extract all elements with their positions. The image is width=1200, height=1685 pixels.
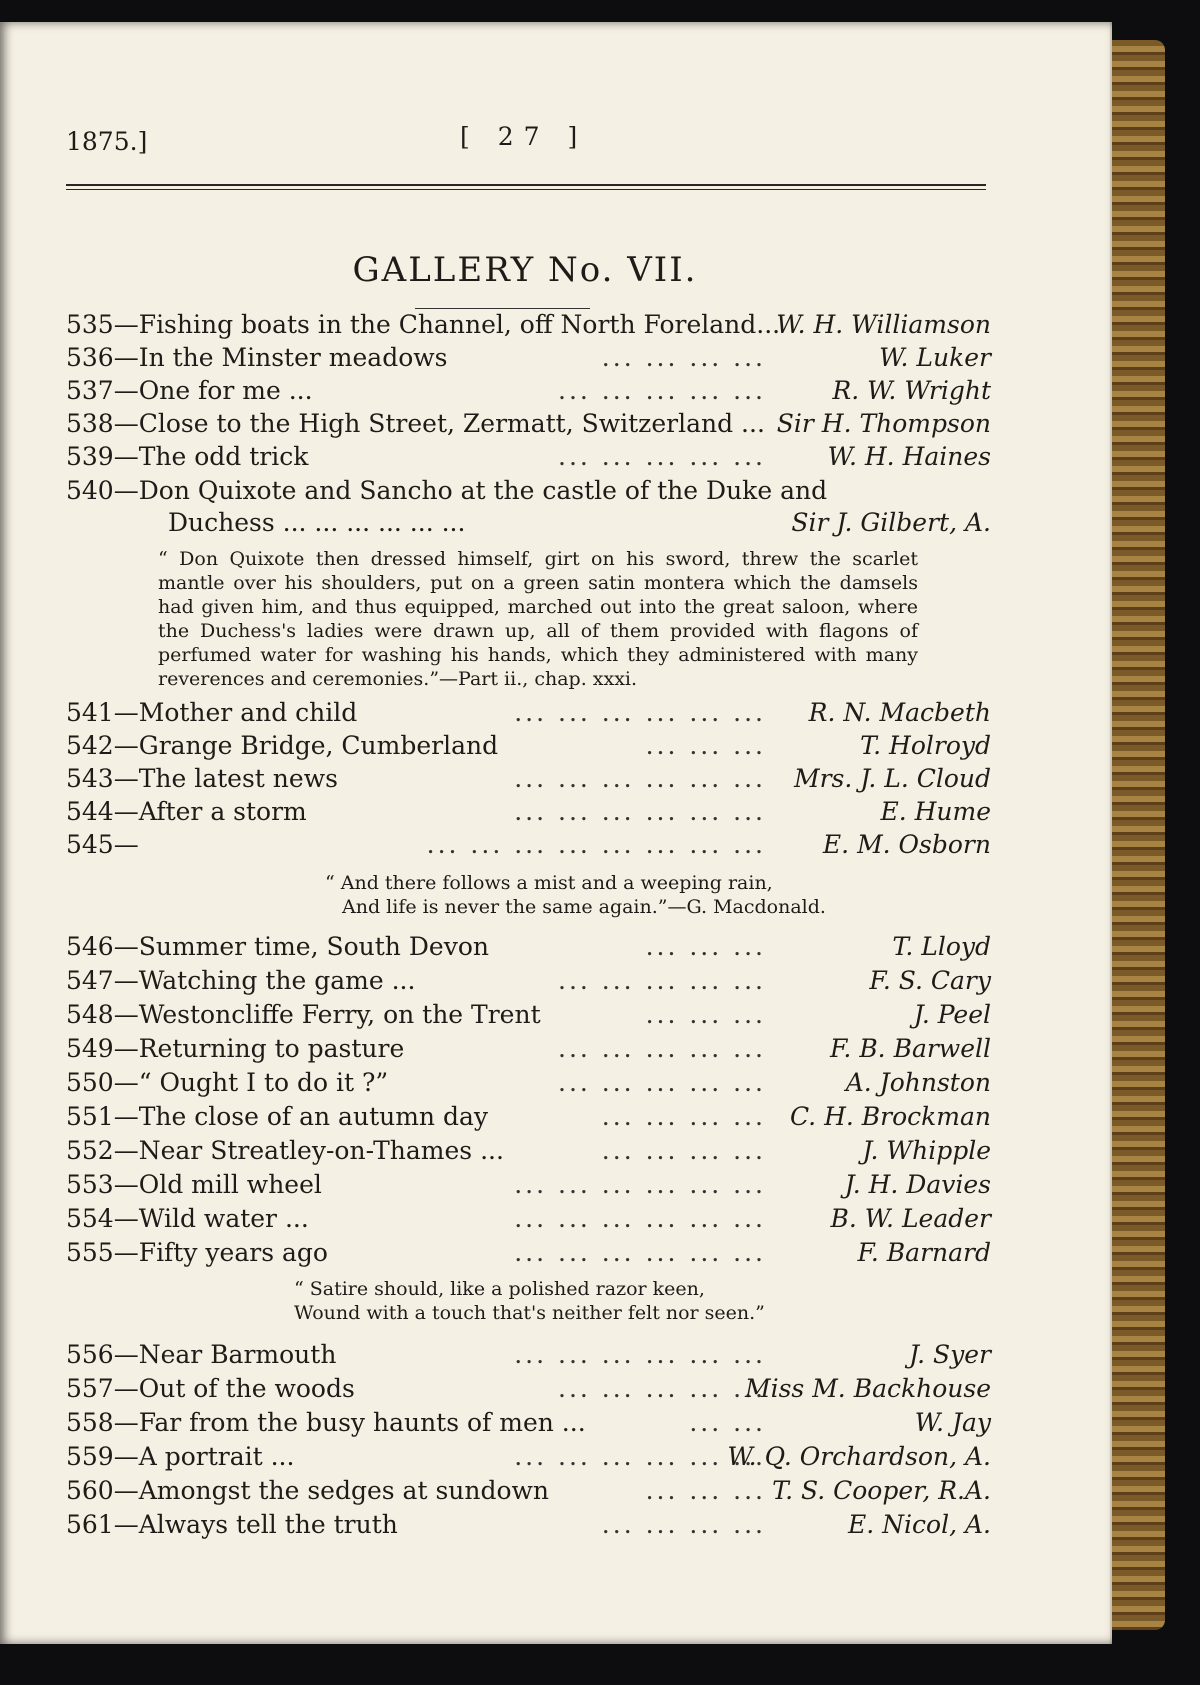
entry-artist: R. W. Wright [832,376,991,405]
catalogue-entry [66,830,991,864]
leader-dots: ... ... ... ... ... [558,442,766,471]
entry-title: 549—Returning to pasture [66,1034,405,1063]
entry-artist: F. B. Barwell [829,1034,991,1063]
catalogue-entry [66,409,991,443]
header-page-number: [ 27 ] [460,122,588,151]
entry-title: 555—Fifty years ago [66,1238,328,1267]
entry-artist: Mrs. J. L. Cloud [793,764,991,793]
catalogue-entry [66,1374,991,1408]
entry-title: 551—The close of an autumn day [66,1102,488,1131]
catalogue-entry [66,1238,991,1272]
entry-title: 561—Always tell the truth [66,1510,398,1539]
entry-artist: E. Nicol, A. [848,1510,991,1539]
catalogue-entry [66,797,991,831]
entry-artist: B. W. Leader [830,1204,991,1233]
header-rule-thin [66,189,986,190]
leader-dots: ... ... ... ... ... ... [514,1442,766,1471]
entry-artist: C. H. Brockman [789,1102,991,1131]
catalogue-entry [66,343,991,377]
entry-title: 552—Near Streatley-on-Thames ... [66,1136,504,1165]
leader-dots: ... ... ... [645,731,766,760]
entry-quotation-line: Wound with a touch that's neither felt nor seen.” [294,1302,765,1324]
catalogue-entry [66,1476,991,1510]
catalogue-entry [66,1204,991,1238]
entry-artist: W. H. Haines [827,442,991,471]
catalogue-entry [66,1102,991,1136]
catalogue-entry [66,731,991,765]
entry-title: 559—A portrait ... [66,1442,295,1471]
entry-title: 538—Close to the High Street, Zermatt, Switzerland ... [66,409,765,438]
leader-dots: ... ... ... ... ... ... [514,1340,766,1369]
entry-artist: E. M. Osborn [822,830,991,859]
catalogue-entry [66,1068,991,1102]
leader-dots: ... ... ... ... [601,1136,766,1165]
entry-artist: Sir J. Gilbert, A. [791,508,991,537]
catalogue-entry [66,1442,991,1476]
entry-quotation-line: And life is never the same again.”—G. Macdonald. [342,896,826,918]
entry-artist: J. H. Davies [844,1170,991,1199]
catalogue-entry [66,1408,991,1442]
gallery-title: GALLERY No. VII. [352,250,698,290]
catalogue-entry [66,1034,991,1068]
leader-dots: ... ... ... ... ... ... [514,1238,766,1267]
leader-dots: ... ... ... ... [601,1102,766,1131]
entry-title: 557—Out of the woods [66,1374,355,1403]
entry-artist: F. S. Cary [869,966,991,995]
leader-dots: ... ... [689,1408,766,1437]
entry-title: 553—Old mill wheel [66,1170,322,1199]
entry-title: 541—Mother and child [66,698,358,727]
entry-artist: R. N. Macbeth [808,698,991,727]
catalogue-entry [66,1000,991,1034]
entry-title: 546—Summer time, South Devon [66,932,489,961]
entry-artist: W. Q. Orchardson, A. [727,1442,991,1471]
catalogue-page [0,22,1112,1644]
leader-dots: ... ... ... [645,932,766,961]
entry-title: 539—The odd trick [66,442,309,471]
leader-dots: ... ... ... [645,1476,766,1505]
entry-artist: W. H. Williamson [776,310,991,339]
entry-artist: T. S. Cooper, R.A. [772,1476,991,1505]
entry-artist: F. Barnard [857,1238,991,1267]
leader-dots: ... ... ... ... [601,1510,766,1539]
catalogue-entry [66,1340,991,1374]
entry-title: 558—Far from the busy haunts of men ... [66,1408,586,1437]
entry-quotation: “ Don Quixote then dressed himself, girt on his sword, threw the scarlet mantle over his shoulders, put on a green satin montera which the damsels had given him, and thus equipped, marched out into the great saloon, where the Duchess's ladies were drawn up, all of them provided with flagons of perfumed water for washing his hands, which they administered with many reverences and ceremonies.”—Part ii., chap. xxxi. [158,548,918,690]
entry-artist: W. Luker [879,343,991,372]
entry-title: 554—Wild water ... [66,1204,309,1233]
entry-artist: Sir H. Thompson [776,409,991,438]
entry-title: 544—After a storm [66,797,307,826]
catalogue-entry-540 [66,476,991,510]
catalogue-entry [66,932,991,966]
entry-title: 535—Fishing boats in the Channel, off North Foreland... [66,310,781,339]
entry-title-continued: Duchess ... ... ... ... ... ... [168,508,466,537]
leader-dots: ... ... ... ... ... [558,1034,766,1063]
entry-title: 540—Don Quixote and Sancho at the castle of the Duke and [66,476,828,505]
catalogue-entry [66,1170,991,1204]
entry-title: 560—Amongst the sedges at sundown [66,1476,550,1505]
catalogue-entry-540-cont [66,508,991,542]
leader-dots: ... ... ... [645,1000,766,1029]
entry-artist: J. Syer [909,1340,991,1369]
header-rule [66,184,986,186]
leader-dots: ... ... ... ... ... ... [514,1204,766,1233]
entry-title: 543—The latest news [66,764,338,793]
leader-dots: ... ... ... ... ... [558,1068,766,1097]
entry-title: 550—“ Ought I to do it ?” [66,1068,389,1097]
leader-dots: ... ... ... ... ... ... [514,797,766,826]
catalogue-entry [66,764,991,798]
entry-artist: W. Jay [914,1408,991,1437]
entry-title: 536—In the Minster meadows [66,343,448,372]
entry-title: 548—Westoncliffe Ferry, on the Trent [66,1000,541,1029]
entry-title: 556—Near Barmouth [66,1340,337,1369]
title-ornament-rule [415,308,590,309]
entry-artist: Miss M. Backhouse [745,1374,991,1403]
leader-dots: ... ... ... ... ... ... [514,764,766,793]
leader-dots: ... ... ... ... ... [558,966,766,995]
entry-artist: E. Hume [880,797,991,826]
entry-artist: T. Lloyd [892,932,991,961]
leader-dots: ... ... ... ... ... ... ... ... [426,830,766,859]
leader-dots: ... ... ... ... [601,343,766,372]
entry-artist: A. Johnston [845,1068,991,1097]
leader-dots: ... ... ... ... ... ... [514,1170,766,1199]
entry-artist: T. Holroyd [860,731,991,760]
catalogue-entry [66,698,991,732]
catalogue-entry [66,310,991,344]
entry-artist: J. Whipple [862,1136,991,1165]
catalogue-entry [66,966,991,1000]
entry-artist: J. Peel [913,1000,991,1029]
leader-dots: ... ... ... ... ... [558,1374,766,1403]
entry-title: 542—Grange Bridge, Cumberland [66,731,499,760]
entry-title: 547—Watching the game ... [66,966,416,995]
header-year: 1875.] [66,127,148,156]
book-page-edges [1105,40,1165,1630]
entry-quotation-line: “ Satire should, like a polished razor keen, [294,1278,705,1300]
catalogue-entry [66,442,991,476]
catalogue-entry [66,1510,991,1544]
entry-quotation-line: “ And there follows a mist and a weeping rain, [325,872,773,894]
entry-title: 545— [66,830,139,859]
catalogue-entry [66,1136,991,1170]
leader-dots: ... ... ... ... ... ... [514,698,766,727]
entry-title: 537—One for me ... [66,376,313,405]
catalogue-entry [66,376,991,410]
leader-dots: ... ... ... ... ... [558,376,766,405]
